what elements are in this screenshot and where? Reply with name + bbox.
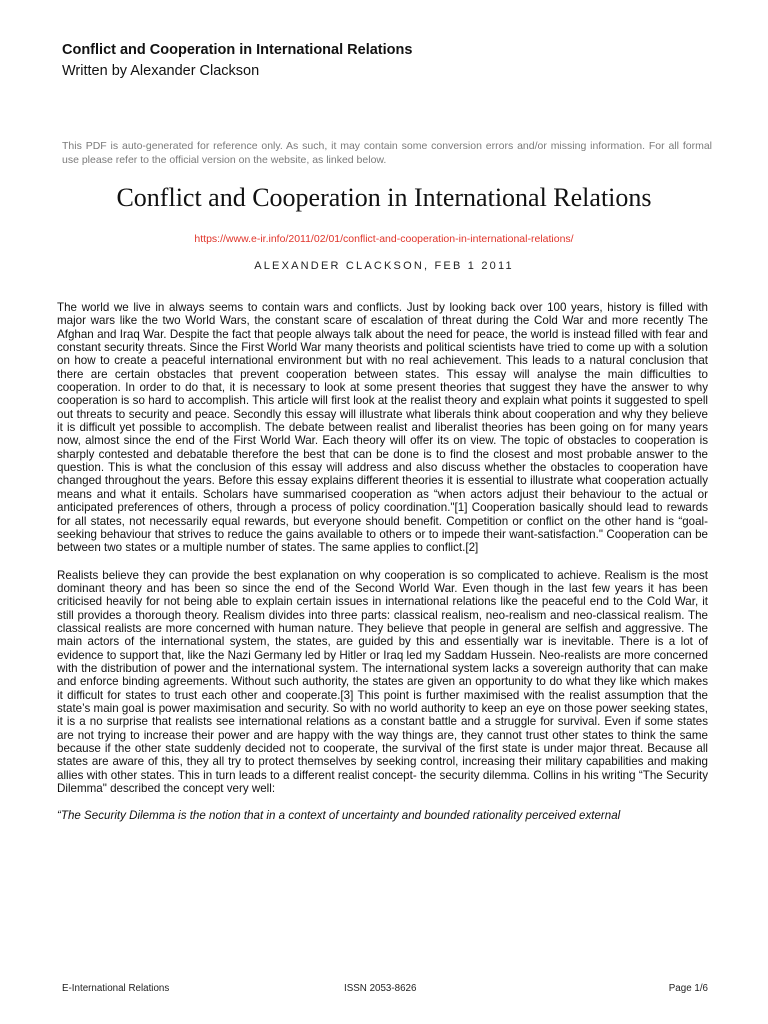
article-title: Conflict and Cooperation in International Relations bbox=[116, 183, 652, 212]
article-body bbox=[57, 301, 708, 823]
article-byline: ALEXANDER CLACKSON, FEB 1 2011 bbox=[254, 260, 514, 272]
footer-page-number: Page 1/6 bbox=[668, 983, 708, 994]
document-header bbox=[62, 40, 712, 82]
footer-issn: ISSN 2053-8626 bbox=[344, 983, 417, 994]
body-paragraph-2: Realists believe they can provide the best explanation on why cooperation is so complicated to achieve. Realism is the most dominant theory and has been so since the end of the Second World War. Even though in the last few years it has been criticised heavily for not being able to explain certain issues in international relations like the peaceful end to the Cold War, it still provides a thorough theory. Realism divides into three parts: classical realism, neo-realism and neo-classical realism. The classical realists are more concerned with human nature. They believe that people in general are selfish and aggressive. The main actors of the international system, the states, are guided by this and essentially war is inevitable. There is a lot of evidence to support that, like the Nazi Germany led by Hitler or Iraq led my Saddam Hussein. Neo-realists are more concerned with the distribution of power and the international system. The international system lacks a sovereign authority that can make and enforce binding agreements. Without such authority, the states are given an opportunity to do what they like which makes it difficult for states to trust each other and cooperate.[3] This point is further maximised with the realist assumption that the state’s main goal is power maximisation and security. So with no world authority to keep an eye on those power seeking states, it is a no surprise that realists see international relations as a constant battle and a struggle for survival. Even if some states are not trying to increase their power and are happy with the way things are, they cannot trust other states to think the same because if the other state suddenly decided not to cooperate, the survival of the first state is under major threat. Because all states are aware of this, they all try to protect themselves by seeking control, increasing their military capabilities and making allies with other states. This in turn leads to a different realist concept- the security dilemma. Collins in his writing “The Security Dilemma" described the concept very well: bbox=[57, 568, 708, 796]
footer-publisher: E-International Relations bbox=[62, 983, 170, 994]
article-url-link[interactable]: https://www.e-ir.info/2011/02/01/conflict-and-cooperation-in-international-relations/ bbox=[194, 233, 574, 245]
page-footer bbox=[62, 982, 708, 996]
header-title: Conflict and Cooperation in International Relations bbox=[62, 42, 413, 58]
disclaimer-text: This PDF is auto-generated for reference only. As such, it may contain some conversion errors and/or missing information. For all formal use please refer to the official version on the website, as linked below. bbox=[62, 140, 712, 166]
header-author: Written by Alexander Clackson bbox=[62, 63, 260, 79]
block-quote: “The Security Dilemma is the notion that in a context of uncertainty and bounded rationality perceived external bbox=[57, 809, 621, 823]
body-paragraph-1: The world we live in always seems to contain wars and conflicts. Just by looking back over 100 years, history is filled with major wars like the two World Wars, the constant scare of escalation of threat during the Cold War and more recently The Afghan and Iraq War. Despite the fact that people always talk about the need for peace, the world is instead filled with fear and constant security threats. Since the First World War many theorists and political scientists have tried to come up with a solution on how to create a peaceful international environment but with no real achievement. This leads to a natural conclusion that there are certain obstacles that prevent cooperation between states. This essay will analyse the main difficulties to cooperation. In order to do that, it is necessary to look at some present theories that suggest they have the answer to why cooperation is so hard to accomplish. This article will first look at the realist theory and explain what points it suggested to spell out threats to security and peace. Secondly this essay will illustrate what liberals think about cooperation and why they believe it is difficult yet possible to accomplish. The debate between realist and liberalist theories has been going on for many years now, almost since the end of the First World War. Each theory will offer its on view. The topic of obstacles to cooperation is sharply contested and debatable therefore the best that can be done is to find the closest and most probable answer to the question. This is what the conclusion of this essay will address and also discuss whether the obstacles to cooperation have changed throughout the years. Before this essay explains different theories it is essential to illustrate what cooperation actually means and what it entails. Scholars have summarised cooperation as “when actors adjust their behaviour to the actual or anticipated preferences of others, through a process of policy coordination."[1] Cooperation basically should lead to rewards for all states, not necessarily equal rewards, but everyone should benefit. Competition or conflict on the other hand is “goal-seeking behaviour that strives to reduce the gains available to others or to impede their want-satisfaction." Cooperation can be between two states or a multiple number of states. The same applies to conflict.[2] bbox=[57, 301, 708, 555]
